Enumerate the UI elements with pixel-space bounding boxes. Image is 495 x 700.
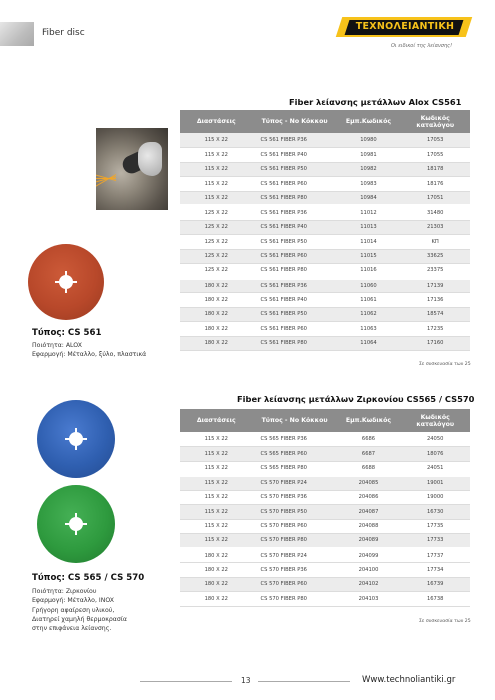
table-cell: 115 X 22 [180, 476, 253, 491]
column-header: Διαστάσεις [180, 110, 253, 133]
table-cell: 17737 [400, 548, 470, 563]
table-row [180, 534, 470, 549]
table-cell: 115 X 22 [180, 490, 253, 505]
table-cell: 180 X 22 [180, 307, 253, 322]
table-cell: CS 565 FIBER P36 [253, 432, 337, 447]
table-cell: 17055 [400, 148, 470, 163]
zirc-section-title: Fiber λείανσης μετάλλων Ζιρκονίου CS565 / CS570 [237, 394, 475, 404]
table-cell: CS 561 FIBER P40 [253, 293, 337, 308]
table-cell: 19001 [400, 476, 470, 491]
table-cell: 115 X 22 [180, 505, 253, 520]
table-cell: ΚΠ [400, 235, 470, 250]
table-cell: 17733 [400, 534, 470, 549]
table-cell: CS 561 FIBER P50 [253, 307, 337, 322]
table-cell: 10980 [337, 133, 401, 148]
table-row [180, 235, 470, 250]
table-row [180, 264, 470, 279]
table-row [180, 177, 470, 192]
table-cell: 24051 [400, 461, 470, 476]
table-cell: 10982 [337, 162, 401, 177]
table-cell: 115 X 22 [180, 432, 253, 447]
footer-rule-left [140, 681, 232, 682]
table-row [180, 432, 470, 447]
alox-section-title: Fiber λείανσης μετάλλων Alox CS561 [289, 97, 462, 107]
table-cell: 204102 [337, 577, 401, 592]
table-cell: 18176 [400, 177, 470, 192]
table-cell: 16739 [400, 577, 470, 592]
table-row [180, 519, 470, 534]
table-row [180, 293, 470, 308]
table-row [180, 592, 470, 607]
table-cell: 11060 [337, 278, 401, 293]
table-cell: CS 561 FIBER P36 [253, 206, 337, 221]
table-cell: CS 561 FIBER P36 [253, 278, 337, 293]
table-cell: CS 570 FIBER P60 [253, 577, 337, 592]
green-disc-image [37, 485, 115, 563]
table-cell: 18574 [400, 307, 470, 322]
table-cell: CS 570 FIBER P50 [253, 505, 337, 520]
table-cell: 18076 [400, 447, 470, 462]
zirc-quality: Ποιότητα: Ζιρκονίου [32, 588, 97, 595]
footer-rule-right [258, 681, 350, 682]
table-cell: 17139 [400, 278, 470, 293]
table-cell: 16738 [400, 592, 470, 607]
table-cell: 125 X 22 [180, 235, 253, 250]
table-row [180, 461, 470, 476]
table-cell: CS 561 FIBER P40 [253, 220, 337, 235]
table-cell: CS 565 FIBER P60 [253, 447, 337, 462]
table-cell: 125 X 22 [180, 249, 253, 264]
table-cell: 33625 [400, 249, 470, 264]
table-cell: 10981 [337, 148, 401, 163]
table-cell: 204103 [337, 592, 401, 607]
table-cell: 180 X 22 [180, 336, 253, 351]
table-cell: 204086 [337, 490, 401, 505]
table-header-row [180, 110, 470, 133]
table-row [180, 548, 470, 563]
table-row [180, 336, 470, 351]
table-cell: CS 570 FIBER P80 [253, 592, 337, 607]
table-cell: 11063 [337, 322, 401, 337]
table-row [180, 191, 470, 206]
table-cell: 115 X 22 [180, 534, 253, 549]
column-header: Εμπ.Κωδικός [337, 110, 401, 133]
zirc-feature-3: στην επιφάνεια λείανσης. [32, 625, 112, 633]
table-cell: 17136 [400, 293, 470, 308]
alox-packaging-note: Σε συσκευασία των 25 [419, 362, 471, 367]
table-row [180, 220, 470, 235]
table-cell: 115 X 22 [180, 148, 253, 163]
column-header: Διαστάσεις [180, 409, 253, 432]
alox-spec-table [180, 110, 470, 351]
zirc-packaging-note: Σε συσκευασία των 25 [419, 619, 471, 624]
table-cell: 31480 [400, 206, 470, 221]
table-cell: 10983 [337, 177, 401, 192]
table-cell: 115 X 22 [180, 447, 253, 462]
table-cell: 10984 [337, 191, 401, 206]
table-cell: 204100 [337, 563, 401, 578]
column-header: Τύπος - Νο Κόκκου [253, 409, 337, 432]
table-cell: 180 X 22 [180, 592, 253, 607]
table-cell: 24050 [400, 432, 470, 447]
website-link[interactable]: Www.technoliantiki.gr [362, 675, 456, 685]
table-cell: 17051 [400, 191, 470, 206]
table-cell: 6686 [337, 432, 401, 447]
alox-disc-image [28, 244, 104, 320]
section-title: Fiber disc [42, 28, 85, 38]
table-cell: 11012 [337, 206, 401, 221]
table-row [180, 563, 470, 578]
table-cell: CS 561 FIBER P80 [253, 264, 337, 279]
table-cell: 17734 [400, 563, 470, 578]
zirc-type-heading: Τύπος: CS 565 / CS 570 [32, 573, 145, 583]
table-cell: 180 X 22 [180, 293, 253, 308]
table-cell: CS 561 FIBER P80 [253, 336, 337, 351]
table-cell: 17053 [400, 133, 470, 148]
table-row [180, 577, 470, 592]
table-row [180, 490, 470, 505]
table-row [180, 307, 470, 322]
table-cell: CS 561 FIBER P80 [253, 191, 337, 206]
table-cell: 125 X 22 [180, 220, 253, 235]
table-cell: 115 X 22 [180, 177, 253, 192]
table-cell: 204087 [337, 505, 401, 520]
table-cell: CS 570 FIBER P36 [253, 563, 337, 578]
table-cell: 204088 [337, 519, 401, 534]
table-cell: 180 X 22 [180, 278, 253, 293]
logo-text: ΤΕΧΝΟΛΕΙΑΝΤΙΚΗ [355, 21, 455, 32]
table-row [180, 476, 470, 491]
table-cell: 11016 [337, 264, 401, 279]
table-cell: CS 561 FIBER P50 [253, 162, 337, 177]
alox-type-heading: Τύπος: CS 561 [32, 328, 102, 338]
table-cell: 18178 [400, 162, 470, 177]
glove-shape [138, 142, 162, 176]
logo-tagline: Οι ειδικοί της λείανσης! [391, 43, 453, 49]
table-cell: 6687 [337, 447, 401, 462]
column-header: Εμπ.Κωδικός [337, 409, 401, 432]
table-cell: 11064 [337, 336, 401, 351]
zirc-application: Εφαρμογή: Μέταλλο, INOX [32, 597, 115, 605]
alox-quality: Ποιότητα: ALOX [32, 342, 82, 349]
table-cell: 115 X 22 [180, 519, 253, 534]
table-cell: 11062 [337, 307, 401, 322]
table-cell: 125 X 22 [180, 264, 253, 279]
table-row [180, 447, 470, 462]
table-cell: 115 X 22 [180, 191, 253, 206]
table-cell: CS 561 FIBER P60 [253, 322, 337, 337]
table-cell: CS 565 FIBER P80 [253, 461, 337, 476]
zirc-type-details [32, 587, 127, 633]
table-cell: 17160 [400, 336, 470, 351]
table-cell: 11014 [337, 235, 401, 250]
table-cell: CS 561 FIBER P60 [253, 177, 337, 192]
zirc-feature-2: Διατηρεί χαμηλή θερμοκρασία [32, 615, 127, 623]
table-cell: 115 X 22 [180, 461, 253, 476]
alox-application: Εφαρμογή: Μέταλλο, ξύλο, πλαστικά [32, 351, 147, 359]
table-row [180, 278, 470, 293]
company-logo[interactable] [333, 15, 473, 57]
zirc-feature-1: Γρήγορη αφαίρεση υλικού, [32, 606, 115, 614]
table-row [180, 133, 470, 148]
table-cell: 204089 [337, 534, 401, 549]
column-header: Τύπος - Νο Κόκκου [253, 110, 337, 133]
table-cell: 180 X 22 [180, 322, 253, 337]
table-cell: 11013 [337, 220, 401, 235]
table-cell: 204085 [337, 476, 401, 491]
disc-center-hole [59, 275, 73, 289]
zirc-spec-table [180, 409, 470, 607]
column-header: Κωδικός καταλόγου [400, 110, 470, 133]
table-cell: 19000 [400, 490, 470, 505]
table-cell: 17235 [400, 322, 470, 337]
table-cell: 23375 [400, 264, 470, 279]
table-cell: CS 570 FIBER P24 [253, 476, 337, 491]
alox-type-details [32, 341, 146, 360]
table-cell: CS 561 FIBER P50 [253, 235, 337, 250]
table-row [180, 148, 470, 163]
table-cell: 180 X 22 [180, 577, 253, 592]
table-cell: 11061 [337, 293, 401, 308]
column-header: Κωδικός καταλόγου [400, 409, 470, 432]
page-number: 13 [241, 676, 251, 685]
header-accent-block [0, 22, 34, 46]
table-cell: 17735 [400, 519, 470, 534]
table-cell: 115 X 22 [180, 162, 253, 177]
table-cell: 180 X 22 [180, 548, 253, 563]
table-cell: CS 570 FIBER P36 [253, 490, 337, 505]
table-cell: CS 570 FIBER P60 [253, 519, 337, 534]
disc-center-hole [69, 517, 83, 531]
table-cell: CS 561 FIBER P40 [253, 148, 337, 163]
table-cell: CS 561 FIBER P60 [253, 249, 337, 264]
table-row [180, 249, 470, 264]
table-cell: 21303 [400, 220, 470, 235]
table-row [180, 162, 470, 177]
table-cell: 115 X 22 [180, 133, 253, 148]
table-cell: 6688 [337, 461, 401, 476]
table-cell: 180 X 22 [180, 563, 253, 578]
table-cell: CS 570 FIBER P24 [253, 548, 337, 563]
table-cell: 125 X 22 [180, 206, 253, 221]
table-cell: 11015 [337, 249, 401, 264]
table-cell: 204099 [337, 548, 401, 563]
table-cell: CS 570 FIBER P80 [253, 534, 337, 549]
grinding-photo [96, 128, 168, 210]
table-row [180, 206, 470, 221]
table-row [180, 322, 470, 337]
table-row [180, 505, 470, 520]
table-cell: 16730 [400, 505, 470, 520]
table-cell: CS 561 FIBER P36 [253, 133, 337, 148]
table-header-row [180, 409, 470, 432]
blue-disc-image [37, 400, 115, 478]
disc-center-hole [69, 432, 83, 446]
